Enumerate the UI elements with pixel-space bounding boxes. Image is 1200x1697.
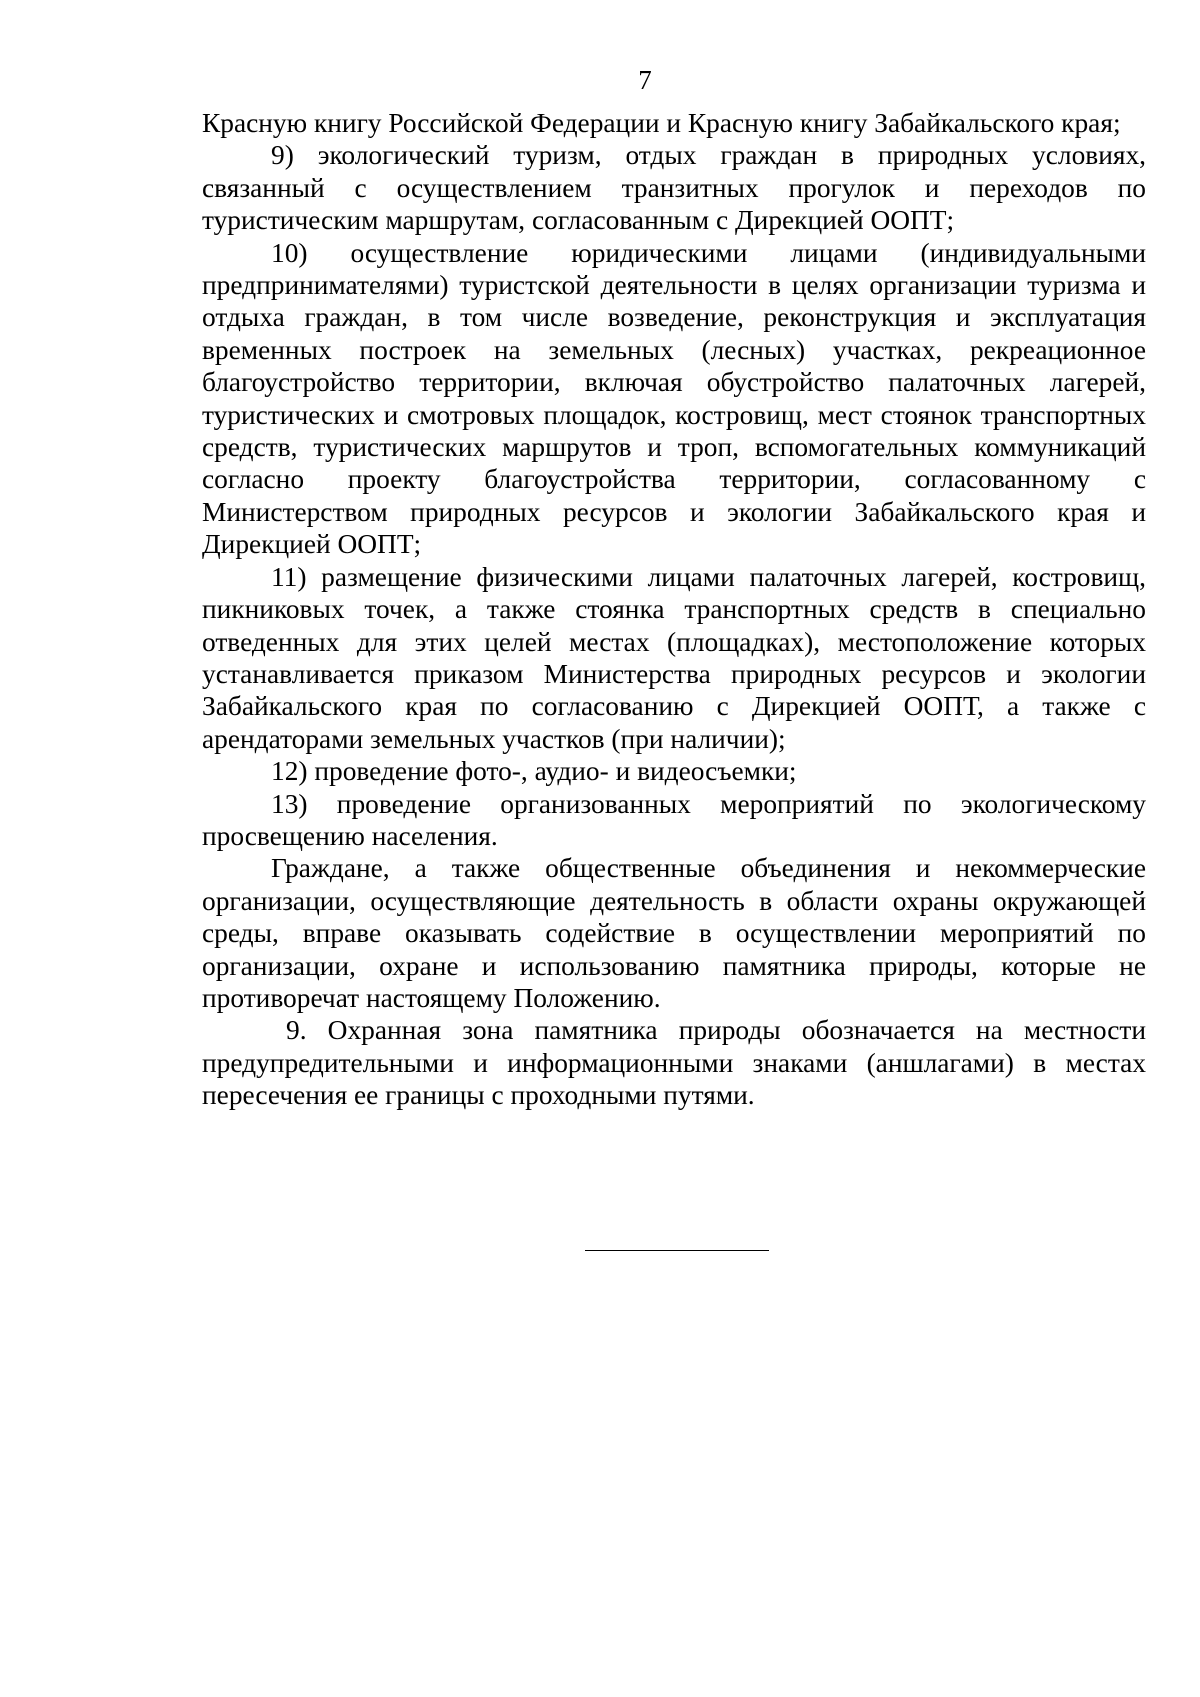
list-item-11: 11) размещение физическими лицами палаточных лагерей, костровищ, пикниковых точек, а также стоянка транспортных средств в специально отведенных для этих целей местах (площадках), местоположение которых устанавливается приказом Министерства природных ресурсов и экологии Забайкальского края по согласованию с Дирекцией ООПТ, а также с арендаторами земельных участков (при наличии); [202,561,1146,754]
end-separator-line [585,1250,769,1251]
document-body [202,107,1146,1112]
list-item-13: 13) проведение организованных мероприятий по экологическому просвещению населения. [202,788,1146,851]
list-item-9: 9) экологический туризм, отдых граждан в природных условиях, связанный с осуществлением транзитных прогулок и переходов по туристическим маршрутам, согласованным с Дирекцией ООПТ; [202,140,1146,236]
list-item-10: 10) осуществление юридическими лицами (индивидуальными предпринимателями) туристской деятельности в целях организации туризма и отдыха граждан, в том числе возведение, реконструкция и эксплуатация временных построек на земельных (лесных) участках, рекреационное благоустройство территории, включая обустройство палаточных лагерей, туристических и смотровых площадок, костровищ, мест стоянок транспортных средств, туристических маршрутов и троп, вспомогательных коммуникаций согласно проекту благоустройства территории, согласованному с Министерством природных ресурсов и экологии Забайкальского края и Дирекцией ООПТ; [202,237,1146,560]
page-number: 7 [638,65,652,95]
paragraph-citizens: Граждане, а также общественные объединения и некоммерческие организации, осуществляющие деятельность в области охраны окружающей среды, вправе оказывать содействие в осуществлении мероприятий по организации, охране и использованию памятника природы, которые не противоречат настоящему Положению. [202,853,1146,1013]
section-9: 9. Охранная зона памятника природы обозначается на местности предупредительными и информационными знаками (аншлагами) в местах пересечения ее границы с проходными путями. [202,1015,1146,1111]
list-item-12: 12) проведение фото-, аудио- и видеосъемки; [271,756,797,787]
paragraph-continuation: Красную книгу Российской Федерации и Красную книгу Забайкальского края; [202,108,1121,138]
